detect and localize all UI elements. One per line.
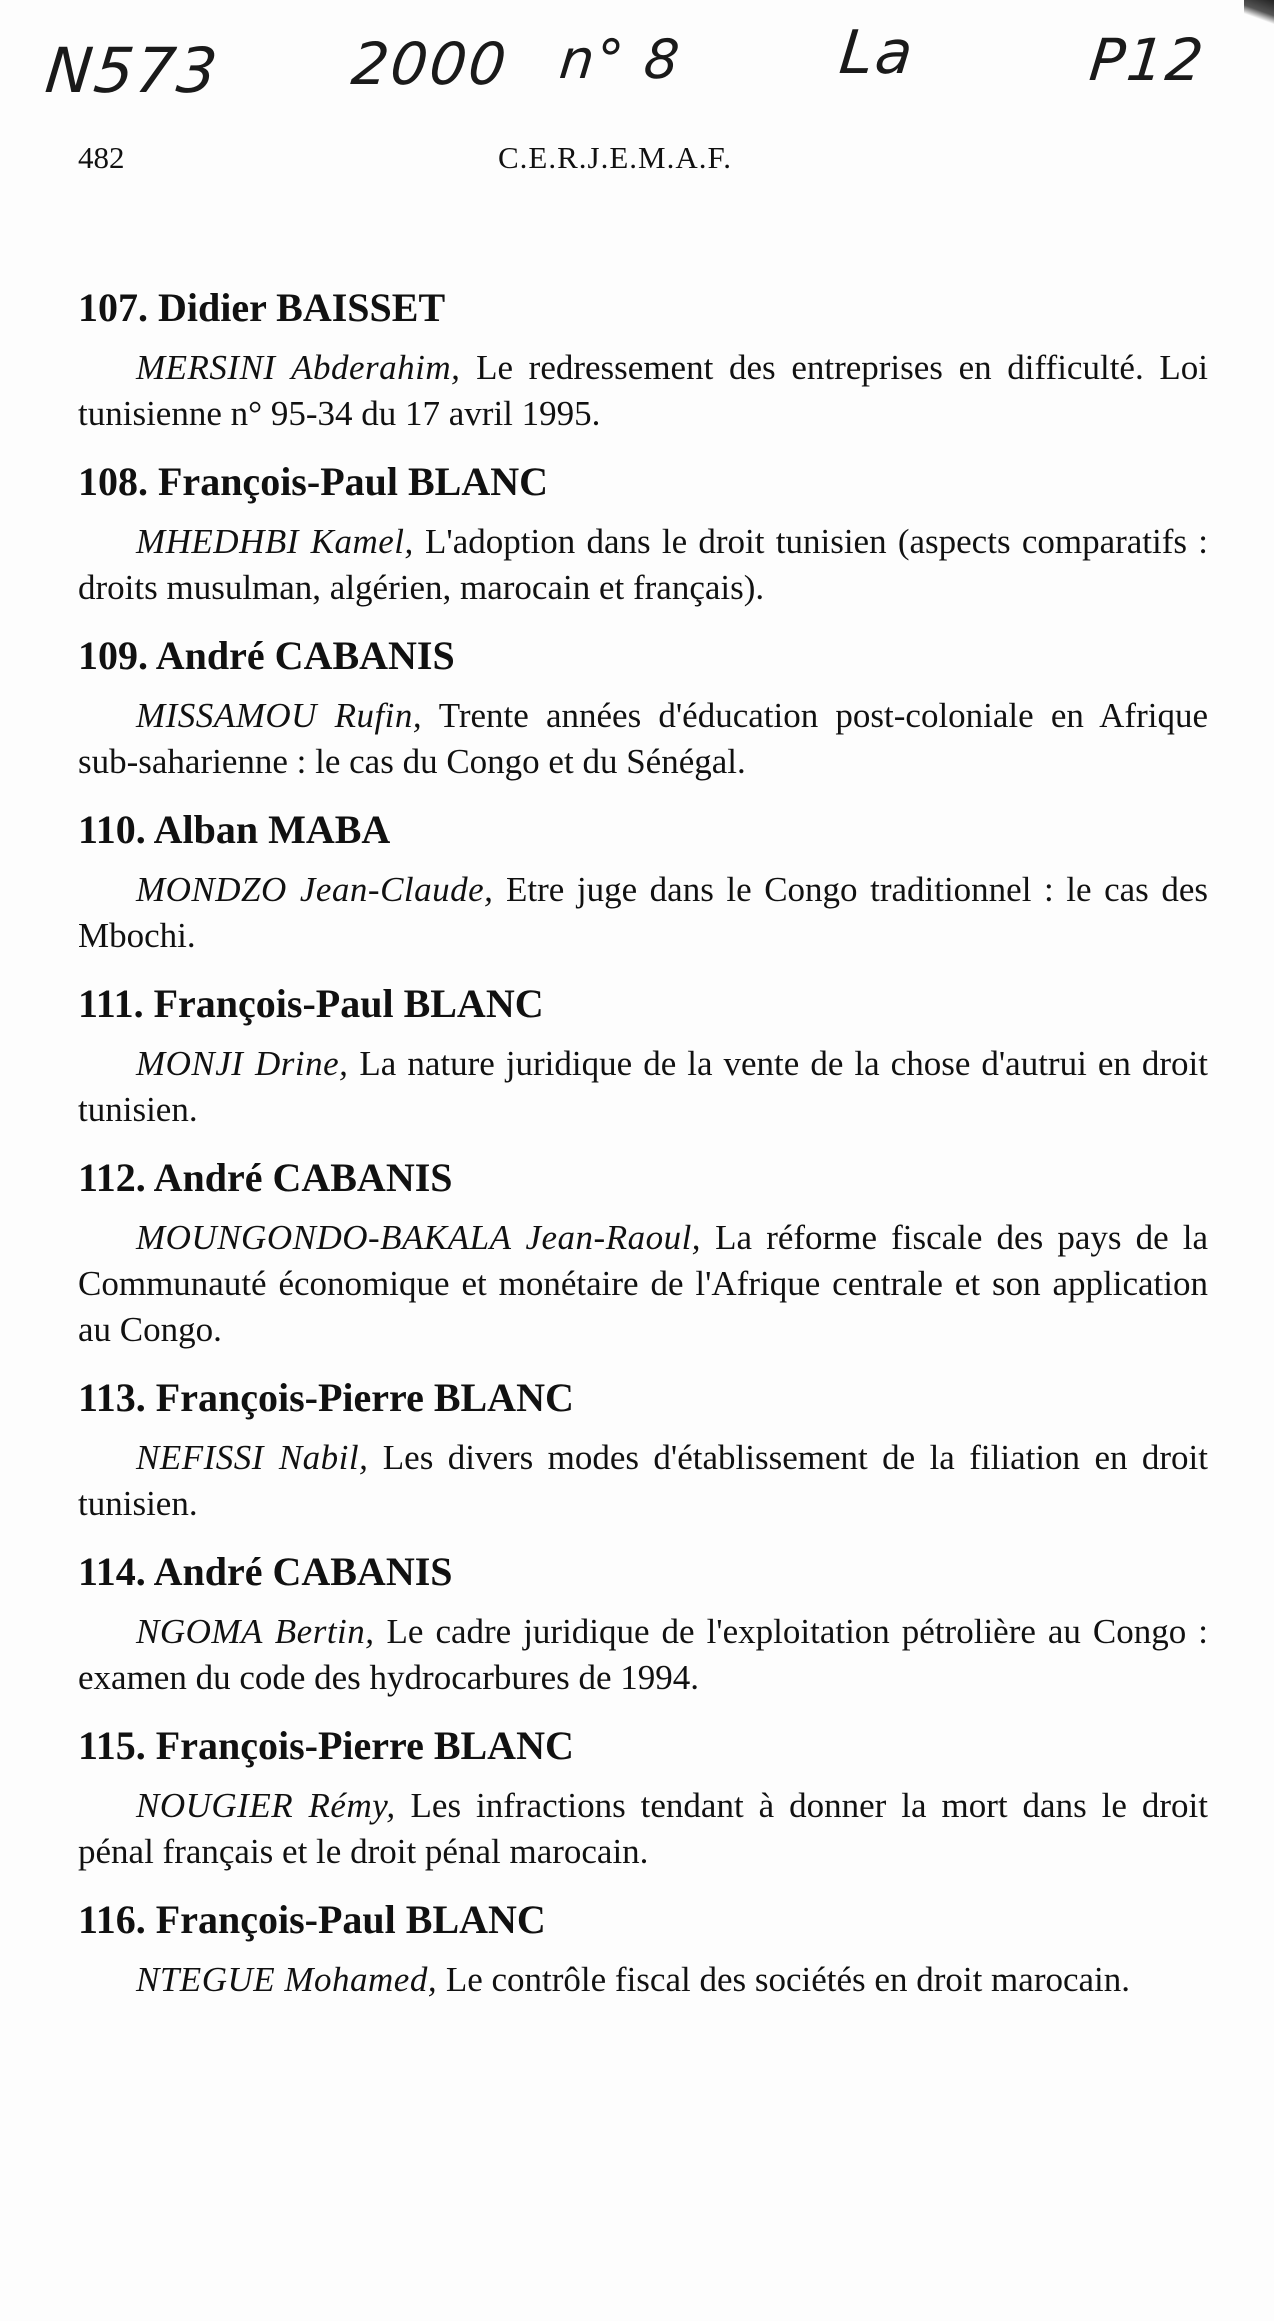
list-item (78, 1375, 1208, 1527)
list-item (78, 285, 1208, 437)
entry-heading: 115. François-Pierre BLANC (78, 1723, 574, 1768)
handwritten-word: La (836, 18, 918, 88)
entry-author: NTEGUE Mohamed, (136, 1960, 438, 1999)
entry-author: NGOMA Bertin, (136, 1612, 375, 1651)
entry-author: MERSINI Abderahim, (136, 348, 461, 387)
entry-heading: 107. Didier BAISSET (78, 285, 446, 330)
page-number: 482 (78, 140, 125, 175)
handwritten-issue: n° 8 (556, 28, 685, 91)
entry-heading: 108. François-Paul BLANC (78, 459, 548, 504)
entry-title: Le cadre juridique de l'exploitation pétrolière au Congo : examen du code des hydrocarbures de 1994. (78, 1612, 1208, 1697)
entry-title: Le contrôle fiscal des sociétés en droit marocain. (437, 1960, 1131, 1999)
list-item (78, 1723, 1208, 1875)
entry-heading: 113. François-Pierre BLANC (78, 1375, 574, 1420)
handwritten-code: P12 (1086, 26, 1209, 94)
entry-author: MISSAMOU Rufin, (136, 696, 423, 735)
entry-heading: 110. Alban MABA (78, 807, 391, 852)
list-item (78, 1897, 1208, 2003)
entry-author: MHEDHBI Kamel, (136, 522, 414, 561)
list-item (78, 459, 1208, 611)
entry-author: MONDZO Jean-Claude, (136, 870, 494, 909)
entry-title: Etre juge dans le Congo traditionnel : le cas des Mbochi. (78, 870, 1209, 955)
entry-text (78, 1957, 1208, 2003)
entry-text (78, 867, 1208, 959)
handwritten-reference: N573 (42, 34, 223, 107)
thesis-list (78, 285, 1208, 2025)
entry-title: Le redressement des entreprises en difficulté. Loi tunisienne n° 95-34 du 17 avril 1995. (78, 348, 1208, 433)
entry-text (78, 693, 1208, 785)
entry-heading: 112. André CABANIS (78, 1155, 453, 1200)
entry-text (78, 519, 1208, 611)
entry-author: NEFISSI Nabil, (136, 1438, 369, 1477)
list-item (78, 1155, 1208, 1353)
entry-text (78, 1435, 1208, 1527)
entry-title: Les divers modes d'établissement de la filiation en droit tunisien. (78, 1438, 1209, 1523)
entry-heading: 116. François-Paul BLANC (78, 1897, 546, 1942)
entry-text (78, 345, 1208, 437)
entry-heading: 109. André CABANIS (78, 633, 455, 678)
entry-heading: 114. André CABANIS (78, 1549, 453, 1594)
entry-title: Les infractions tendant à donner la mort dans le droit pénal français et le droit pénal marocain. (78, 1786, 1208, 1871)
entry-text (78, 1609, 1208, 1701)
entry-title: La réforme fiscale des pays de la Communauté économique et monétaire de l'Afrique centrale et son application au Congo. (78, 1218, 1209, 1349)
entry-heading: 111. François-Paul BLANC (78, 981, 544, 1026)
list-item (78, 633, 1208, 785)
list-item (78, 981, 1208, 1133)
entry-author: NOUGIER Rémy, (136, 1786, 396, 1825)
entry-text (78, 1783, 1208, 1875)
journal-name: C.E.R.J.E.M.A.F. (498, 140, 732, 175)
entry-author: MOUNGONDO-BAKALA Jean-Raoul, (136, 1218, 702, 1257)
list-item (78, 1549, 1208, 1701)
handwritten-year: 2000 (348, 30, 512, 98)
entry-title: La nature juridique de la vente de la chose d'autrui en droit tunisien. (78, 1044, 1208, 1129)
scan-edge-shadow (1244, 0, 1274, 24)
entry-text (78, 1215, 1208, 1353)
running-header (78, 140, 1208, 184)
entry-title: L'adoption dans le droit tunisien (aspects comparatifs : droits musulman, algérien, marocain et français). (78, 522, 1209, 607)
entry-author: MONJI Drine, (136, 1044, 349, 1083)
entry-title: Trente années d'éducation post-coloniale en Afrique sub-saharienne : le cas du Congo et du Sénégal. (78, 696, 1208, 781)
entry-text (78, 1041, 1208, 1133)
handwritten-annotation (40, 18, 1220, 128)
list-item (78, 807, 1208, 959)
